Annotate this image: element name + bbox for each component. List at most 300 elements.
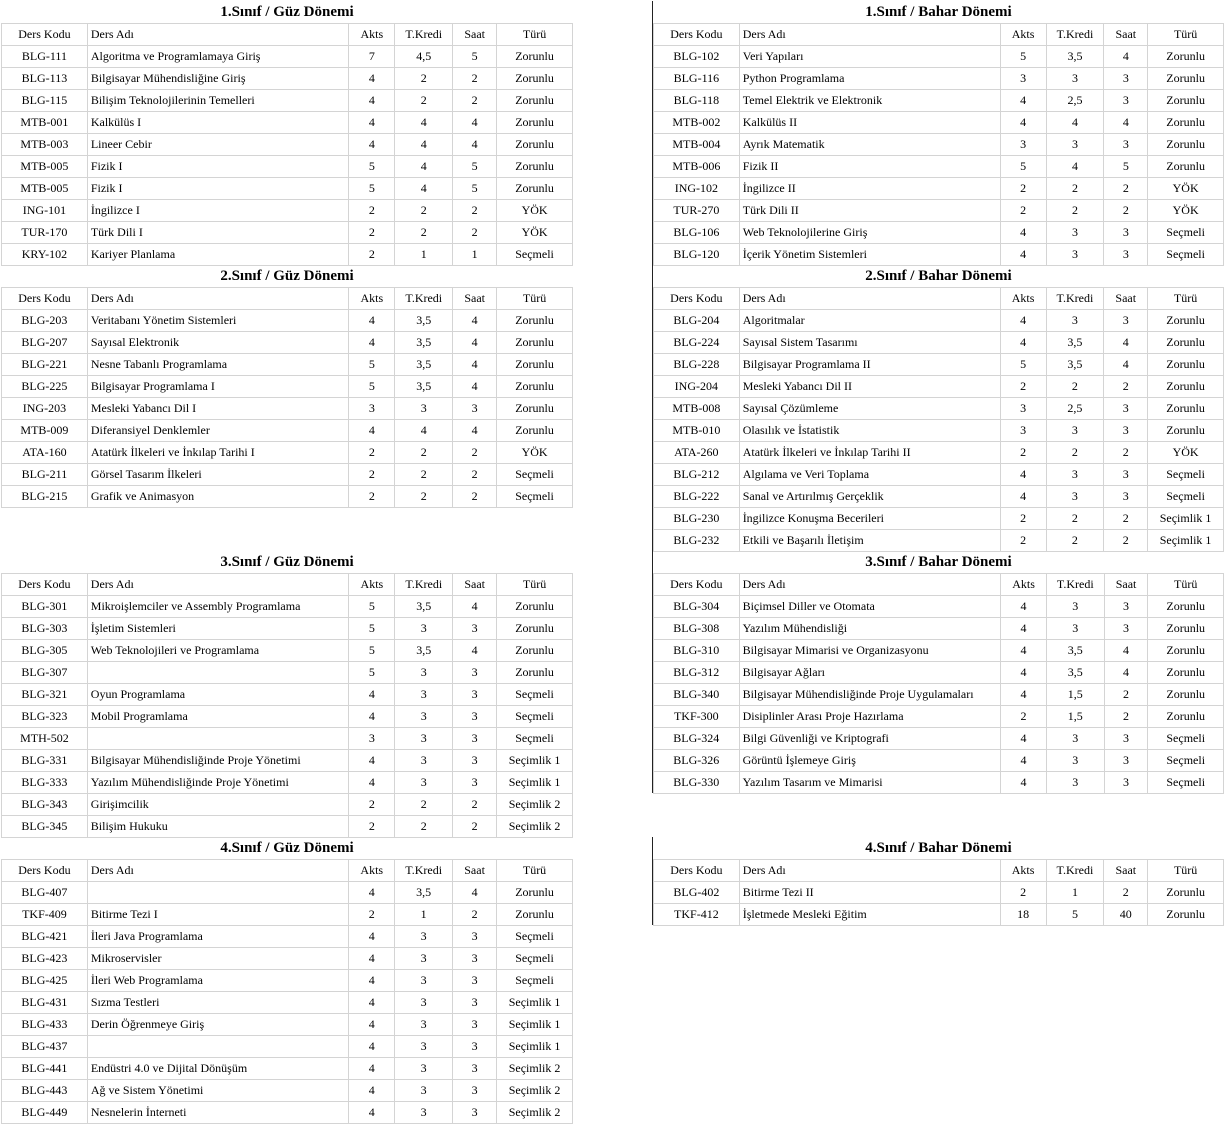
header-saat: Saat [453, 24, 497, 46]
course-type: Zorunlu [1148, 684, 1224, 706]
course-akts: 2 [349, 244, 395, 266]
course-type: Seçmeli [497, 244, 573, 266]
table-row [654, 134, 1224, 156]
course-code: BLG-106 [654, 222, 740, 244]
header-akts: Akts [349, 288, 395, 310]
table-row [2, 794, 573, 816]
course-akts: 2 [349, 486, 395, 508]
course-code: BLG-116 [654, 68, 740, 90]
course-hours: 4 [453, 134, 497, 156]
course-hours: 3 [1104, 68, 1148, 90]
course-akts: 4 [349, 134, 395, 156]
header-akts: Akts [1000, 24, 1046, 46]
course-hours: 2 [1104, 882, 1148, 904]
course-name: Algılama ve Veri Toplama [739, 464, 1000, 486]
course-name: İngilizce I [87, 200, 349, 222]
semester-title: 1.Sınıf / Bahar Dönemi [865, 4, 1012, 20]
course-hours: 3 [453, 970, 497, 992]
course-type: Zorunlu [497, 904, 573, 926]
course-hours: 3 [1104, 90, 1148, 112]
table-row [2, 904, 573, 926]
course-code: BLG-203 [2, 310, 88, 332]
header-ders-adi: Ders Adı [739, 24, 1000, 46]
table-header-row [654, 288, 1224, 310]
course-hours: 3 [453, 728, 497, 750]
header-akts: Akts [1001, 574, 1047, 596]
course-type: Seçmeli [497, 684, 573, 706]
table-row [2, 750, 573, 772]
course-akts: 4 [349, 1036, 395, 1058]
header-ders-adi: Ders Adı [739, 574, 1001, 596]
table-row [2, 882, 573, 904]
course-name: İçerik Yönetim Sistemleri [739, 244, 1000, 266]
course-hours: 2 [1104, 178, 1148, 200]
course-type: Zorunlu [1148, 112, 1224, 134]
course-name [87, 662, 349, 684]
course-credit: 3 [395, 970, 453, 992]
course-code: TKF-412 [654, 904, 740, 926]
semester-title: 3.Sınıf / Bahar Dönemi [865, 554, 1012, 570]
course-code: BLG-305 [2, 640, 88, 662]
table-row [654, 244, 1224, 266]
course-hours: 5 [453, 178, 497, 200]
course-credit: 3,5 [395, 354, 453, 376]
course-name: Sayısal Elektronik [87, 332, 349, 354]
course-akts: 4 [349, 1102, 395, 1124]
semester-block-y2-bahar [653, 265, 1224, 552]
table-row [2, 442, 573, 464]
table-row [2, 486, 573, 508]
course-name: Bilgisayar Mühendisliğine Giriş [87, 68, 349, 90]
course-code: MTB-003 [2, 134, 88, 156]
course-credit: 3 [395, 1058, 453, 1080]
table-row [654, 706, 1224, 728]
header-akts: Akts [1000, 860, 1046, 882]
table-row [654, 398, 1224, 420]
header-turu: Türü [497, 574, 573, 596]
course-akts: 4 [349, 1014, 395, 1036]
course-code: BLG-425 [2, 970, 88, 992]
course-type: Zorunlu [497, 156, 573, 178]
course-credit: 3 [395, 684, 453, 706]
semester-title: 4.Sınıf / Bahar Dönemi [865, 840, 1012, 856]
header-saat: Saat [453, 860, 497, 882]
course-hours: 2 [453, 90, 497, 112]
course-credit: 3,5 [1046, 662, 1104, 684]
course-hours: 2 [1104, 530, 1148, 552]
course-hours: 2 [453, 222, 497, 244]
course-type: Zorunlu [1148, 68, 1224, 90]
course-credit: 3,5 [1046, 354, 1104, 376]
course-hours: 4 [1104, 662, 1148, 684]
course-code: BLG-221 [2, 354, 88, 376]
table-row [2, 1058, 573, 1080]
course-akts: 4 [349, 970, 395, 992]
course-akts: 2 [1000, 200, 1046, 222]
course-hours: 3 [1104, 486, 1148, 508]
semester-block-y1-guz [1, 1, 573, 266]
course-hours: 2 [453, 464, 497, 486]
course-akts: 4 [349, 882, 395, 904]
course-akts: 4 [349, 310, 395, 332]
course-type: Zorunlu [497, 596, 573, 618]
course-name: Bilişim Hukuku [87, 816, 349, 838]
course-credit: 2 [1046, 508, 1104, 530]
table-row [654, 596, 1224, 618]
course-credit: 4 [395, 420, 453, 442]
course-name: Veri Yapıları [739, 46, 1000, 68]
course-name: Mobil Programlama [87, 706, 349, 728]
course-akts: 4 [349, 926, 395, 948]
course-credit: 2 [395, 68, 453, 90]
course-akts: 4 [349, 750, 395, 772]
course-code: BLG-224 [654, 332, 740, 354]
table-row [2, 90, 573, 112]
table-row [654, 750, 1224, 772]
table-row [654, 156, 1224, 178]
course-hours: 2 [1104, 684, 1148, 706]
course-hours: 3 [453, 1036, 497, 1058]
course-code: BLG-441 [2, 1058, 88, 1080]
course-akts: 2 [349, 464, 395, 486]
course-type: Zorunlu [1148, 332, 1224, 354]
course-name: İleri Web Programlama [87, 970, 348, 992]
course-type: Zorunlu [1148, 706, 1224, 728]
course-akts: 4 [1001, 750, 1047, 772]
semester-title: 3.Sınıf / Güz Dönemi [220, 554, 354, 570]
course-credit: 1 [395, 244, 453, 266]
course-hours: 3 [1104, 244, 1148, 266]
table-header-row [2, 860, 573, 882]
table-row [654, 310, 1224, 332]
course-akts: 2 [1000, 376, 1046, 398]
course-hours: 40 [1104, 904, 1148, 926]
course-type: Seçimlik 1 [1148, 508, 1224, 530]
course-name: Görsel Tasarım İlkeleri [87, 464, 349, 486]
course-name: Web Teknolojileri ve Programlama [87, 640, 349, 662]
course-credit: 1 [1046, 882, 1104, 904]
course-credit: 5 [1046, 904, 1104, 926]
course-name: Diferansiyel Denklemler [87, 420, 349, 442]
course-credit: 2 [395, 486, 453, 508]
course-name: Yazılım Mühendisliğinde Proje Yönetimi [87, 772, 349, 794]
header-ders-kodu: Ders Kodu [654, 574, 740, 596]
course-type: Seçmeli [497, 926, 573, 948]
header-ders-adi: Ders Adı [87, 288, 349, 310]
course-name: Bilgisayar Programlama I [87, 376, 349, 398]
course-name: Bilgisayar Programlama II [739, 354, 1000, 376]
course-hours: 2 [453, 442, 497, 464]
course-code: BLG-345 [2, 816, 88, 838]
course-name: Kariyer Planlama [87, 244, 349, 266]
course-name: İşletim Sistemleri [87, 618, 349, 640]
course-name: Bilgisayar Ağları [739, 662, 1001, 684]
course-hours: 2 [1104, 200, 1148, 222]
course-akts: 5 [349, 662, 395, 684]
course-name: Türk Dili II [739, 200, 1000, 222]
table-header-row [2, 288, 573, 310]
course-name: Etkili ve Başarılı İletişim [739, 530, 1000, 552]
course-type: Zorunlu [497, 662, 573, 684]
course-akts: 4 [1000, 222, 1046, 244]
course-hours: 3 [453, 1080, 497, 1102]
course-hours: 3 [1104, 750, 1148, 772]
course-akts: 4 [349, 90, 395, 112]
course-hours: 3 [1104, 772, 1148, 794]
course-hours: 4 [453, 310, 497, 332]
header-ders-adi: Ders Adı [87, 574, 349, 596]
course-credit: 3 [395, 728, 453, 750]
course-type: Zorunlu [1148, 398, 1224, 420]
course-credit: 3,5 [1046, 640, 1104, 662]
course-code: BLG-402 [654, 882, 740, 904]
course-type: Seçimlik 2 [497, 1102, 573, 1124]
course-code: BLG-433 [2, 1014, 88, 1036]
header-ders-adi: Ders Adı [87, 860, 348, 882]
header-ders-kodu: Ders Kodu [2, 860, 88, 882]
course-akts: 2 [349, 904, 395, 926]
course-name: Yazılım Tasarım ve Mimarisi [739, 772, 1001, 794]
course-hours: 3 [453, 992, 497, 1014]
course-name: Veritabanı Yönetim Sistemleri [87, 310, 349, 332]
table-row [654, 46, 1224, 68]
column-divider [652, 837, 653, 925]
course-credit: 3 [1046, 464, 1104, 486]
course-hours: 3 [1104, 728, 1148, 750]
course-name: Ayrık Matematik [739, 134, 1000, 156]
course-credit: 3 [1046, 728, 1104, 750]
header-t-kredi: T.Kredi [395, 288, 453, 310]
course-credit: 3 [395, 948, 453, 970]
table-row [2, 332, 573, 354]
course-name: Atatürk İlkeleri ve İnkılap Tarihi II [739, 442, 1000, 464]
header-t-kredi: T.Kredi [395, 860, 453, 882]
table-row [654, 376, 1224, 398]
course-type: Seçmeli [1148, 244, 1224, 266]
course-akts: 7 [349, 46, 395, 68]
course-type: Zorunlu [497, 310, 573, 332]
header-ders-kodu: Ders Kodu [2, 288, 88, 310]
semester-block-y4-bahar [653, 837, 1224, 926]
course-hours: 3 [1104, 618, 1148, 640]
course-hours: 4 [453, 596, 497, 618]
course-code: TKF-300 [654, 706, 740, 728]
header-ders-adi: Ders Adı [739, 288, 1000, 310]
course-code: BLG-312 [654, 662, 740, 684]
course-type: YÖK [1148, 200, 1224, 222]
table-row [654, 112, 1224, 134]
course-code: BLG-308 [654, 618, 740, 640]
header-saat: Saat [1104, 860, 1148, 882]
course-type: Seçmeli [1148, 728, 1224, 750]
course-name [87, 1036, 348, 1058]
course-akts: 4 [349, 1058, 395, 1080]
table-row [654, 68, 1224, 90]
course-name: İşletmede Mesleki Eğitim [739, 904, 1000, 926]
course-type: Zorunlu [497, 618, 573, 640]
course-type: Zorunlu [1148, 596, 1224, 618]
course-hours: 4 [453, 354, 497, 376]
table-row [2, 640, 573, 662]
course-akts: 4 [349, 332, 395, 354]
course-credit: 2 [1046, 200, 1104, 222]
course-name: Disiplinler Arası Proje Hazırlama [739, 706, 1001, 728]
course-credit: 4 [1046, 156, 1104, 178]
table-row [2, 1080, 573, 1102]
course-hours: 5 [453, 46, 497, 68]
course-code: BLG-204 [654, 310, 740, 332]
course-code: BLG-431 [2, 992, 88, 1014]
course-type: Zorunlu [1148, 134, 1224, 156]
course-type: Zorunlu [1148, 354, 1224, 376]
course-akts: 4 [349, 68, 395, 90]
course-type: Seçmeli [497, 464, 573, 486]
course-name: Ağ ve Sistem Yönetimi [87, 1080, 348, 1102]
course-credit: 4 [395, 178, 453, 200]
table-row [2, 596, 573, 618]
header-t-kredi: T.Kredi [1046, 24, 1104, 46]
course-code: BLG-303 [2, 618, 88, 640]
course-code: BLG-333 [2, 772, 88, 794]
course-akts: 5 [1000, 46, 1046, 68]
course-type: Seçmeli [497, 706, 573, 728]
course-credit: 3,5 [395, 310, 453, 332]
course-akts: 4 [1001, 618, 1047, 640]
header-ders-kodu: Ders Kodu [654, 24, 740, 46]
course-hours: 3 [453, 1102, 497, 1124]
course-credit: 3,5 [395, 640, 453, 662]
course-type: Seçimlik 1 [1148, 530, 1224, 552]
table-row [2, 926, 573, 948]
course-code: BLG-324 [654, 728, 740, 750]
course-name: Derin Öğrenmeye Giriş [87, 1014, 348, 1036]
course-type: Seçimlik 1 [497, 772, 573, 794]
course-code: BLG-443 [2, 1080, 88, 1102]
course-name: Görüntü İşlemeye Giriş [739, 750, 1001, 772]
course-akts: 4 [349, 420, 395, 442]
course-name: Mikroservisler [87, 948, 348, 970]
course-credit: 3,5 [395, 376, 453, 398]
course-name: Kalkülüs I [87, 112, 349, 134]
course-name: Olasılık ve İstatistik [739, 420, 1000, 442]
course-type: Zorunlu [1148, 420, 1224, 442]
course-name: Yazılım Mühendisliği [739, 618, 1001, 640]
course-credit: 2 [395, 222, 453, 244]
course-akts: 2 [1000, 530, 1046, 552]
header-turu: Türü [1148, 574, 1224, 596]
course-type: Zorunlu [1148, 882, 1224, 904]
course-name: Algoritmalar [739, 310, 1000, 332]
table-row [2, 46, 573, 68]
course-hours: 2 [453, 486, 497, 508]
course-hours: 2 [1104, 508, 1148, 530]
table-row [654, 684, 1224, 706]
table-row [2, 1036, 573, 1058]
course-akts: 4 [1000, 244, 1046, 266]
course-name: Atatürk İlkeleri ve İnkılap Tarihi I [87, 442, 349, 464]
course-akts: 5 [349, 596, 395, 618]
course-credit: 3 [395, 706, 453, 728]
course-type: Zorunlu [497, 112, 573, 134]
header-ders-kodu: Ders Kodu [2, 574, 88, 596]
course-credit: 3 [395, 662, 453, 684]
course-table [653, 287, 1224, 552]
course-akts: 3 [1000, 68, 1046, 90]
course-code: ING-102 [654, 178, 740, 200]
course-type: Seçmeli [1148, 222, 1224, 244]
course-name: Bitirme Tezi I [87, 904, 348, 926]
header-akts: Akts [349, 574, 395, 596]
course-type: Seçmeli [497, 486, 573, 508]
course-code: MTB-004 [654, 134, 740, 156]
course-code: BLG-232 [654, 530, 740, 552]
table-row [654, 222, 1224, 244]
course-credit: 2 [1046, 178, 1104, 200]
course-akts: 4 [1001, 684, 1047, 706]
course-credit: 3,5 [395, 882, 453, 904]
table-header-row [654, 24, 1224, 46]
table-row [2, 948, 573, 970]
course-name: Sızma Testleri [87, 992, 348, 1014]
course-code: BLG-118 [654, 90, 740, 112]
course-hours: 3 [1104, 398, 1148, 420]
course-code: TUR-270 [654, 200, 740, 222]
table-row [2, 706, 573, 728]
course-credit: 3 [1046, 68, 1104, 90]
table-row [2, 1102, 573, 1124]
course-credit: 3 [1046, 134, 1104, 156]
course-type: YÖK [497, 442, 573, 464]
course-code: TUR-170 [2, 222, 88, 244]
course-code: BLG-207 [2, 332, 88, 354]
course-hours: 2 [453, 904, 497, 926]
course-name: Bilişim Teknolojilerinin Temelleri [87, 90, 349, 112]
course-name: Girişimcilik [87, 794, 349, 816]
course-akts: 5 [349, 354, 395, 376]
semester-block-y4-guz [1, 837, 573, 1124]
course-name: İngilizce Konuşma Becerileri [739, 508, 1000, 530]
course-credit: 3,5 [1046, 46, 1104, 68]
course-type: YÖK [497, 222, 573, 244]
course-hours: 3 [1104, 596, 1148, 618]
course-type: Zorunlu [1148, 156, 1224, 178]
course-name: Python Programlama [739, 68, 1000, 90]
table-row [2, 398, 573, 420]
header-t-kredi: T.Kredi [1046, 860, 1104, 882]
course-credit: 2 [395, 794, 453, 816]
course-credit: 3 [395, 926, 453, 948]
course-name: Lineer Cebir [87, 134, 349, 156]
course-code: MTB-009 [2, 420, 88, 442]
course-akts: 5 [1000, 156, 1046, 178]
table-row [2, 816, 573, 838]
course-code: BLG-331 [2, 750, 88, 772]
table-row [2, 992, 573, 1014]
course-hours: 2 [1104, 706, 1148, 728]
table-header-row [2, 574, 573, 596]
header-turu: Türü [497, 860, 573, 882]
course-akts: 4 [1001, 640, 1047, 662]
header-saat: Saat [453, 574, 497, 596]
course-code: BLG-230 [654, 508, 740, 530]
course-credit: 3 [395, 1102, 453, 1124]
course-akts: 5 [349, 618, 395, 640]
course-hours: 2 [1104, 442, 1148, 464]
course-akts: 4 [1000, 486, 1046, 508]
course-akts: 2 [349, 200, 395, 222]
course-credit: 3 [1046, 486, 1104, 508]
header-akts: Akts [349, 24, 395, 46]
